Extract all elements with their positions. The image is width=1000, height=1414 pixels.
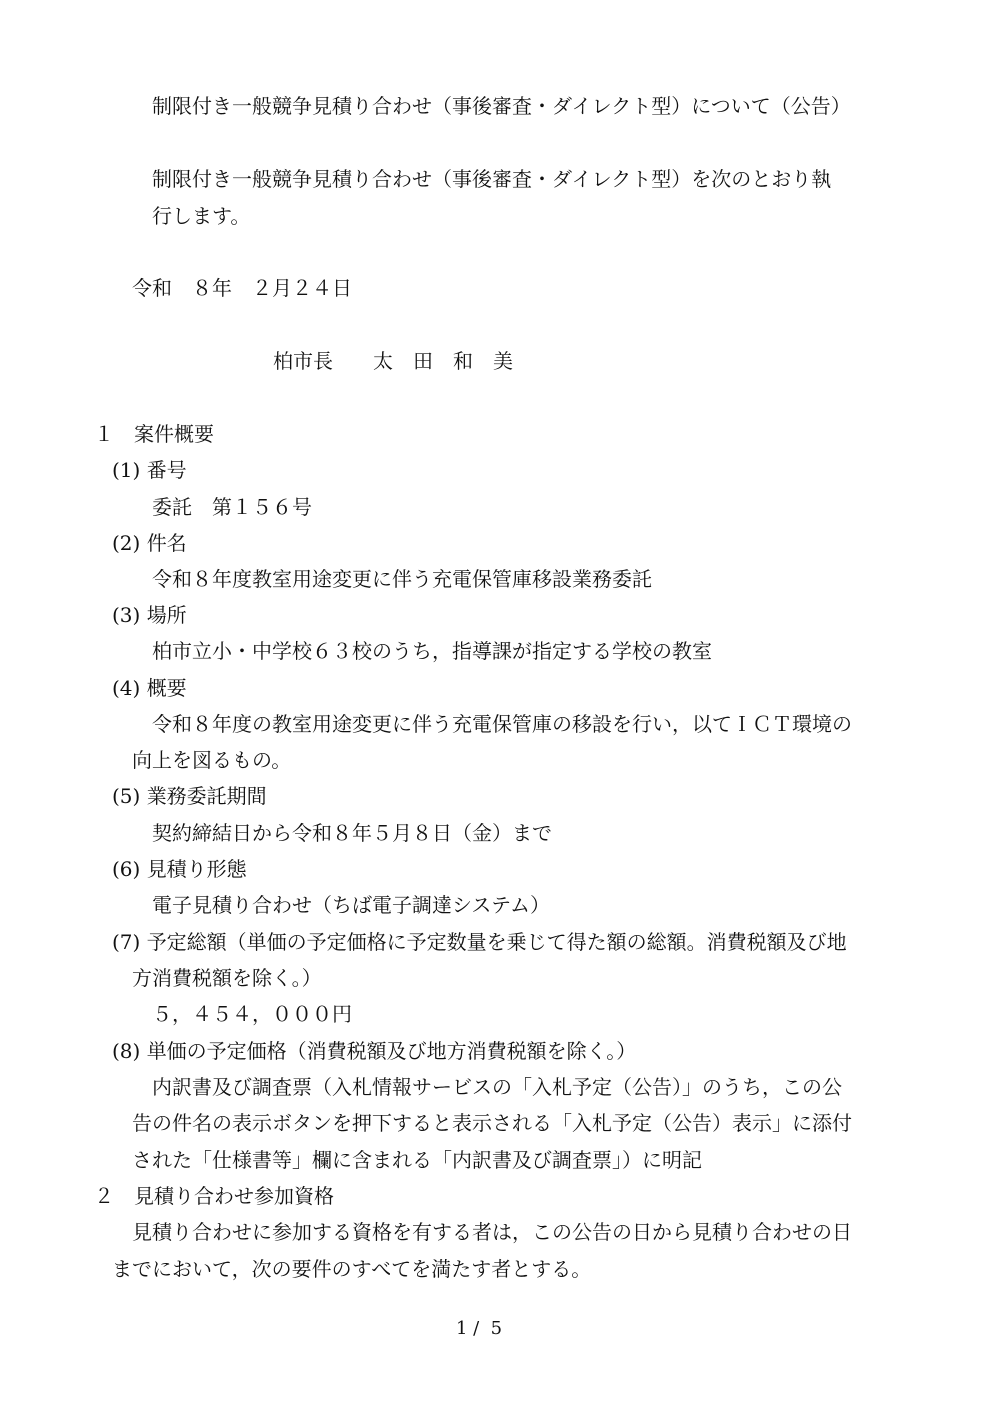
item-total-value: ５，４５４，０００円 xyxy=(152,1002,352,1026)
item-outline-line-1: 令和８年度の教室用途変更に伴う充電保管庫の移設を行い，以てＩＣＴ環境の xyxy=(152,712,852,736)
item-total-label-cont: 方消費税額を除く。） xyxy=(132,966,322,990)
item-period-value: 契約締結日から令和８年５月８日（金）まで xyxy=(152,821,552,845)
section-2-line-1: 見積り合わせに参加する資格を有する者は，この公告の日から見積り合わせの日 xyxy=(132,1220,852,1244)
item-subject-value: 令和８年度教室用途変更に伴う充電保管庫移設業務委託 xyxy=(152,567,652,591)
item-unit-price-line-1: 内訳書及び調査票（入札情報サービスの「入札予定（公告）」のうち，この公 xyxy=(152,1075,842,1099)
item-unit-price-line-3: された「仕様書等」欄に含まれる「内訳書及び調査票」）に明記 xyxy=(132,1148,702,1172)
notice-date: 令和 ８年 ２月２４日 xyxy=(132,276,352,300)
item-number-value: 委託 第１５６号 xyxy=(152,495,312,519)
item-place-value: 柏市立小・中学校６３校のうち，指導課が指定する学校の教室 xyxy=(152,639,712,663)
notice-title: 制限付き一般競争見積り合わせ（事後審査・ダイレクト型）について（公告） xyxy=(152,94,851,118)
item-outline-line-2: 向上を図るもの。 xyxy=(132,748,292,772)
intro-line-2: 行します。 xyxy=(152,204,251,228)
section-1-heading: １ 案件概要 xyxy=(94,422,214,446)
item-subject-label: (2) 件名 xyxy=(112,531,187,555)
page-number: 1 / 5 xyxy=(456,1318,503,1339)
item-number-label: (1) 番号 xyxy=(112,458,187,482)
item-form-label: (6) 見積り形態 xyxy=(112,857,247,881)
item-period-label: (5) 業務委託期間 xyxy=(112,784,267,808)
item-outline-label: (4) 概要 xyxy=(112,676,187,700)
item-unit-price-label: (8) 単価の予定価格（消費税額及び地方消費税額を除く。） xyxy=(112,1039,637,1063)
section-2-heading: ２ 見積り合わせ参加資格 xyxy=(94,1184,334,1208)
item-unit-price-line-2: 告の件名の表示ボタンを押下すると表示される「入札予定（公告）表示」に添付 xyxy=(132,1111,852,1135)
intro-line-1: 制限付き一般競争見積り合わせ（事後審査・ダイレクト型）を次のとおり執 xyxy=(152,167,832,191)
item-form-value: 電子見積り合わせ（ちば電子調達システム） xyxy=(152,893,550,917)
item-total-label: (7) 予定総額（単価の予定価格に予定数量を乗じて得た額の総額。消費税額及び地 xyxy=(112,930,847,954)
section-2-line-2: までにおいて，次の要件のすべてを満たす者とする。 xyxy=(112,1257,592,1281)
item-place-label: (3) 場所 xyxy=(112,603,187,627)
issuer-name: 柏市長 太 田 和 美 xyxy=(273,349,513,373)
